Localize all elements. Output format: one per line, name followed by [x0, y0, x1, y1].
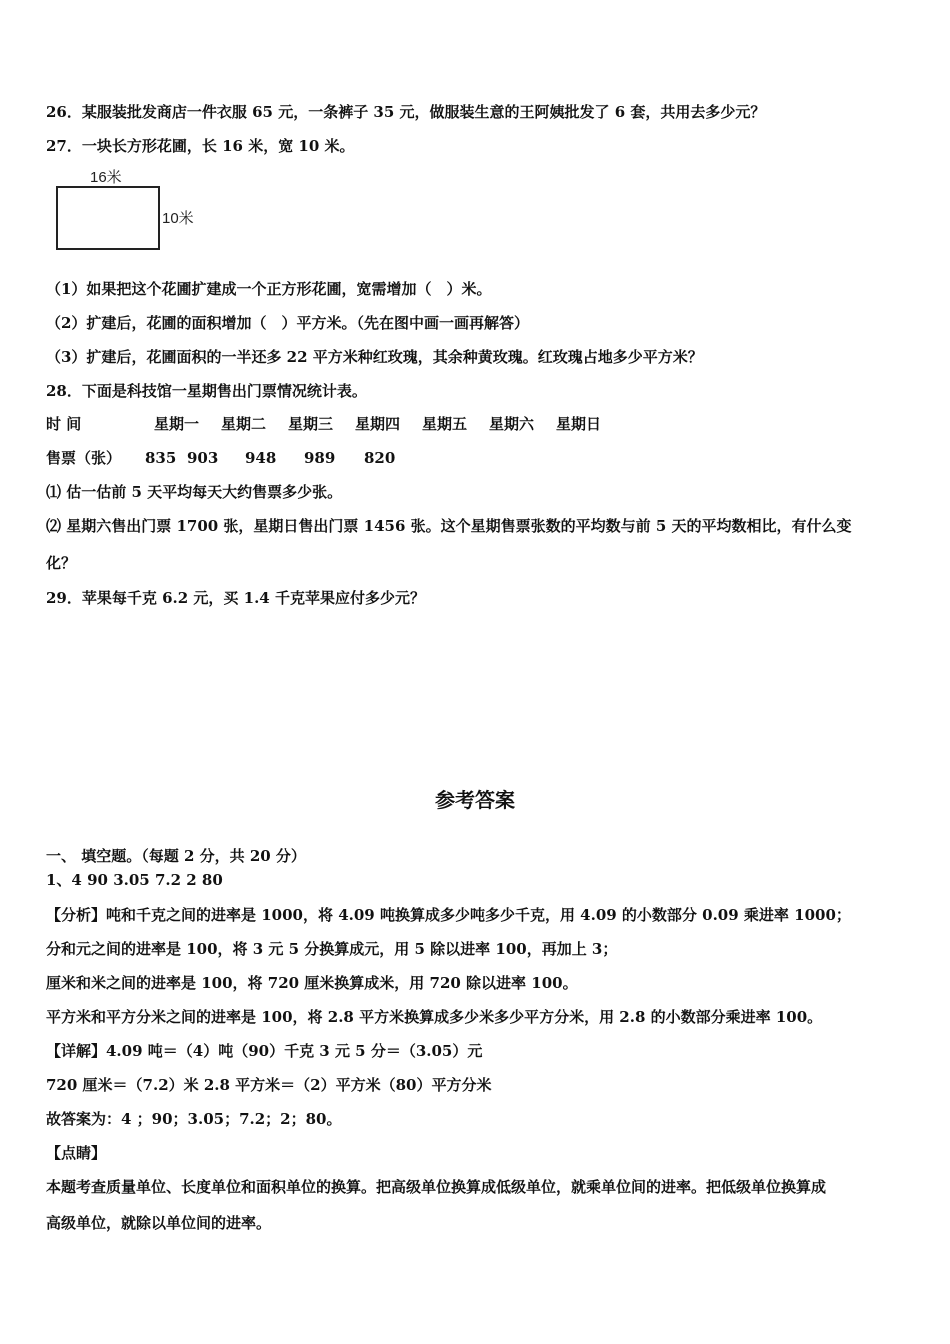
- table-row-label: 售票（张）: [46, 449, 122, 467]
- analysis-line-3: 厘米和米之间的进率是 100，将 720 厘米换算成米，用 720 除以进率 100。: [46, 974, 578, 992]
- table-value: 903: [187, 449, 219, 467]
- analysis-line-1: 【分析】吨和千克之间的进率是 1000，将 4.09 吨换算成多少吨多少千克，用 4.09 的小数部分 0.09 乘进率 1000；: [46, 906, 851, 924]
- section-heading: 一、 填空题。（每题 2 分，共 20 分）: [46, 847, 306, 865]
- table-value: 820: [364, 449, 396, 467]
- question-28-part-2: ⑵ 星期六售出门票 1700 张，星期日售出门票 1456 张。这个星期售票张数的平均数与前 5 天的平均数相比，有什么变: [46, 517, 852, 535]
- table-value: 989: [304, 449, 336, 467]
- question-27-part-2: （2）扩建后，花圃的面积增加（ ）平方米。（先在图中画一画再解答）: [46, 314, 529, 332]
- table-day: 星期五: [422, 415, 468, 433]
- table-day: 星期二: [221, 415, 267, 433]
- comment-line-2: 高级单位，就除以单位间的进率。: [46, 1214, 272, 1232]
- table-value: 948: [245, 449, 277, 467]
- answer-title: 参考答案: [435, 788, 515, 812]
- question-29: 29．苹果每千克 6.2 元，买 1.4 千克苹果应付多少元？: [46, 589, 425, 607]
- detail-line-1: 【详解】4.09 吨＝（4）吨（90）千克 3 元 5 分＝（3.05）元: [46, 1042, 483, 1060]
- question-28-part-2-cont: 化？: [46, 554, 77, 572]
- question-27-part-1: （1）如果把这个花圃扩建成一个正方形花圃，宽需增加（ ）米。: [46, 280, 492, 298]
- comment-label: 【点睛】: [46, 1144, 107, 1162]
- question-26: 26．某服装批发商店一件衣服 65 元，一条裤子 35 元，做服装生意的王阿姨批发了 6 套，共用去多少元？: [46, 103, 766, 121]
- figure-width-label: 10米: [162, 210, 194, 227]
- rectangle-figure: [56, 186, 160, 250]
- table-header-label: 时 间: [46, 415, 82, 433]
- table-value: 835: [145, 449, 177, 467]
- analysis-line-4: 平方米和平方分米之间的进率是 100，将 2.8 平方米换算成多少米多少平方分米，用 2.8 的小数部分乘进率 100。: [46, 1008, 823, 1026]
- comment-line-1: 本题考查质量单位、长度单位和面积单位的换算。把高级单位换算成低级单位，就乘单位间的进率。把低级单位换算成: [46, 1178, 827, 1196]
- table-day: 星期一: [154, 415, 200, 433]
- analysis-line-2: 分和元之间的进率是 100，将 3 元 5 分换算成元，用 5 除以进率 100，再加上 3；: [46, 940, 618, 958]
- figure-length-label: 16米: [90, 169, 122, 186]
- table-day: 星期六: [489, 415, 535, 433]
- answer-1: 1、4 90 3.05 7.2 2 80: [46, 871, 223, 889]
- table-day: 星期三: [288, 415, 334, 433]
- question-27-stem: 27．一块长方形花圃，长 16 米，宽 10 米。: [46, 137, 355, 155]
- conclusion-line: 故答案为：4 ；90；3.05；7.2；2；80。: [46, 1110, 342, 1128]
- question-27-part-3: （3）扩建后，花圃面积的一半还多 22 平方米种红玫瑰，其余种黄玫瑰。红玫瑰占地多少平方米？: [46, 348, 703, 366]
- table-day: 星期日: [556, 415, 602, 433]
- question-28-part-1: ⑴ 估一估前 5 天平均每天大约售票多少张。: [46, 483, 343, 501]
- question-28-stem: 28．下面是科技馆一星期售出门票情况统计表。: [46, 382, 367, 400]
- detail-line-2: 720 厘米＝（7.2）米 2.8 平方米＝（2）平方米（80）平方分米: [46, 1076, 492, 1094]
- table-day: 星期四: [355, 415, 401, 433]
